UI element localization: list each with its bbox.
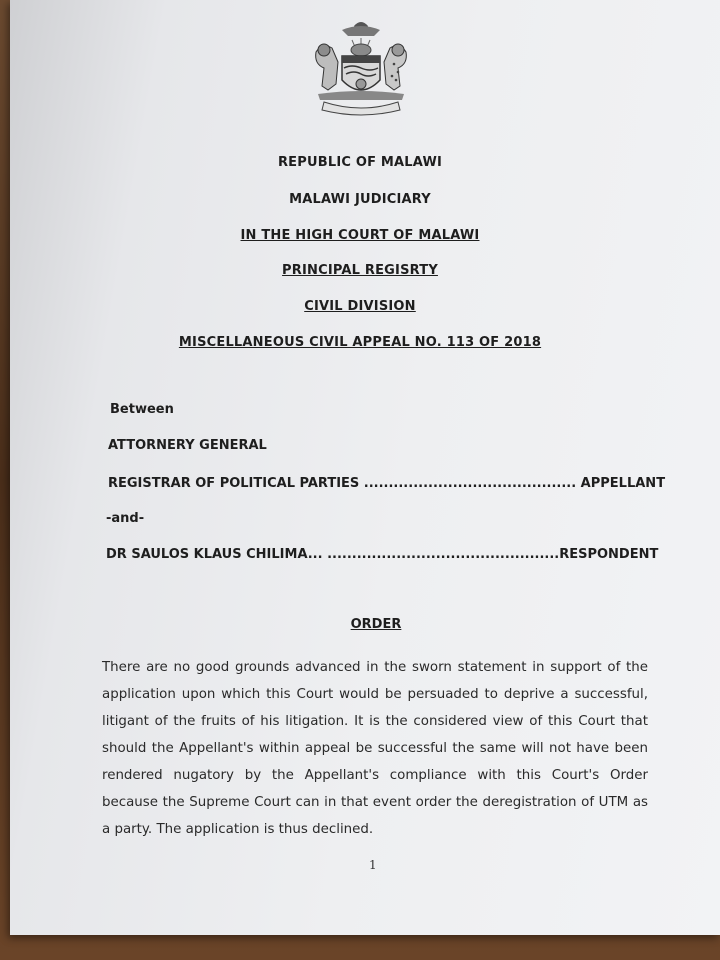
page-number: 1 [369,858,377,872]
and-separator: -and- [106,511,145,526]
header-republic: REPUBLIC OF MALAWI [277,155,443,170]
header-court: IN THE HIGH COURT OF MALAWI [240,228,480,243]
case-number: MISCELLANEOUS CIVIL APPEAL NO. 113 OF 2018 [178,335,542,350]
appellant-registrar: REGISTRAR OF POLITICAL PARTIES ........................................... APPELLANT [108,476,666,491]
order-title: ORDER [350,617,402,632]
appellant-attorney-general: ATTORNERY GENERAL [108,438,267,453]
respondent-line: DR SAULOS KLAUS CHILIMA... ...............................................RESPONDENT [106,547,659,562]
header-judiciary: MALAWI JUDICIARY [289,192,431,207]
header-registry: PRINCIPAL REGISRTY [282,263,438,278]
between-label: Between [110,402,174,417]
order-body-text: There are no good grounds advanced in the sworn statement in support of the application upon which this Court would be persuaded to deprive a successful, litigant of the fruits of his litigation. It is the considered view of this Court that should the Appellant's within appeal be successful the same will not have been rendered nugatory by the Appellant's compliance with this Court's Order because the Supreme Court can in that event order the deregistration of UTM as a party. The application is thus declined. [102,660,648,837]
coat-of-arms-emblem [302,18,420,118]
header-division: CIVIL DIVISION [304,299,416,314]
